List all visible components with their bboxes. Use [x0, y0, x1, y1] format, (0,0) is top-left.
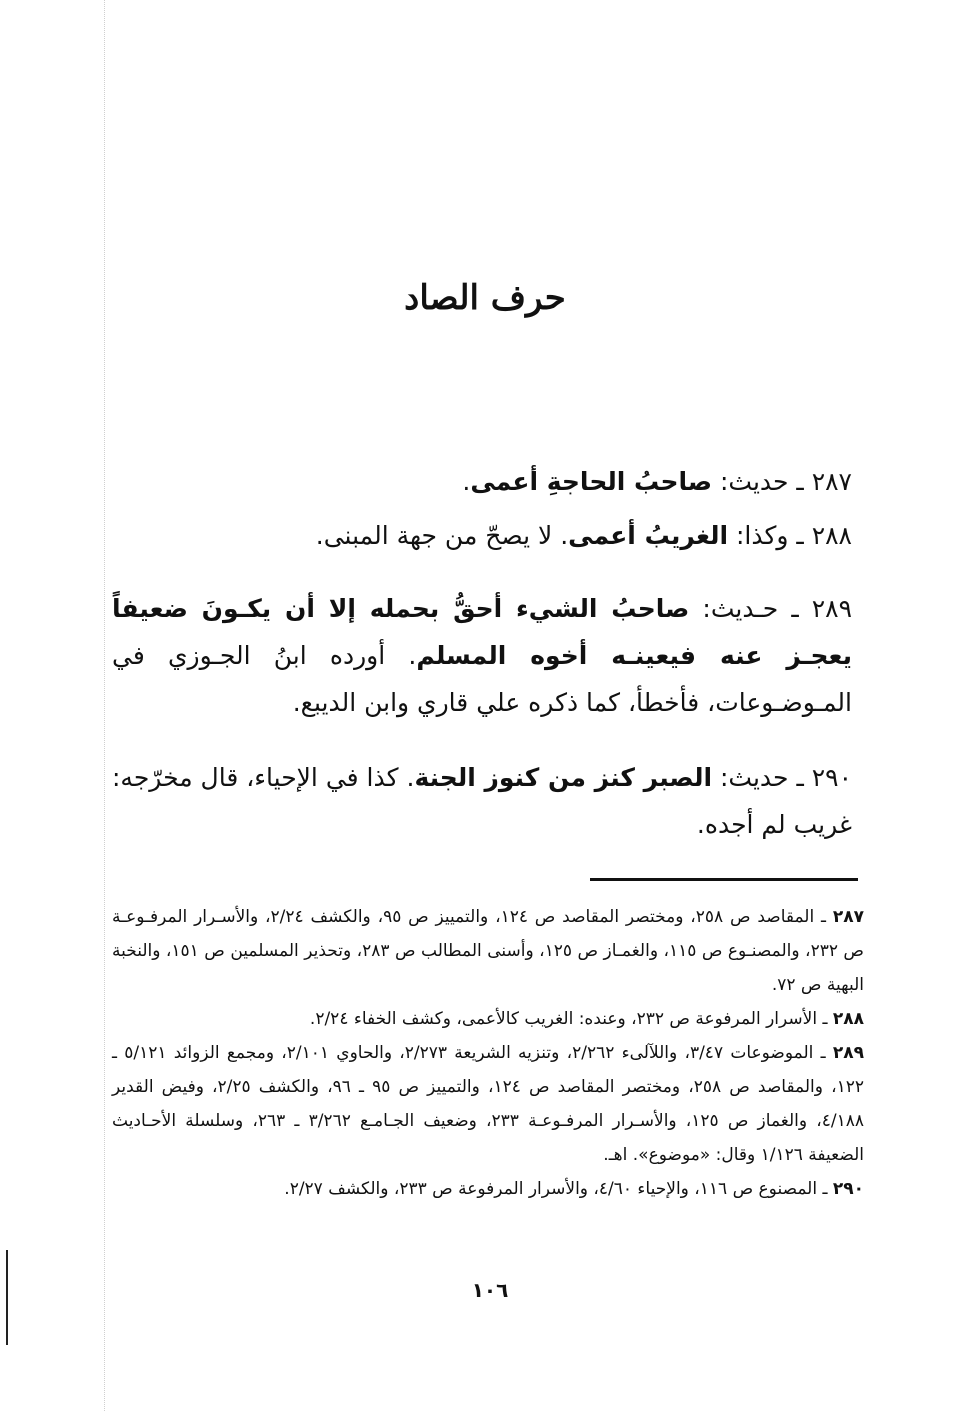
- footnote-text: المقاصد ص ٢٥٨، ومختصر المقاصد ص ١٢٤، والتمييز ص ٩٥، والكشف ٢/٢٤، والأسـرار المرفـوعـة ص ٢٣٢، والمصنـوع ص ١١٥، والغمـاز ص ١٢٥، وأسنى المطالب ص ٢٨٣، وتحذير المسلمين ص ١٥١، والنخبة البهية ص ٧٢.: [112, 907, 864, 995]
- entry-lead: وكذا:: [728, 521, 789, 550]
- entry-comment: . كذا في الإحياء، قال مخرّجه: غريب لم أجده.: [112, 763, 852, 839]
- footnote-288: ٢٨٨ ـ الأسرار المرفوعة ص ٢٣٢، وعنده: الغريب كالأعمى، وكشف الخفاء ٢/٢٤.: [309, 1009, 864, 1029]
- footnote-divider: [590, 878, 858, 881]
- footnote-number: ٢٨٧: [832, 907, 864, 927]
- footnote-287: ٢٨٧ ـ المقاصد ص ٢٥٨، ومختصر المقاصد ص ١٢٤، والتمييز ص ٩٥، والكشف ٢/٢٤، والأسـرار المرفـوعـة ص ٢٣٢، والمصنـوع ص ١١٥، والغمـاز ص ١٢٥، وأسنى المطالب ص ٢٨٣، وتحذير المسلمين ص ١٥١، والنخبة البهية ص ٧٢.: [112, 907, 864, 995]
- entry-comment: . أورده ابنُ الجـوزي في المـوضـوعات، فأخطأ، كما ذكره علي قاري وابن الديبع.: [112, 641, 852, 717]
- entry-number: ٢٨٧: [811, 467, 852, 496]
- entry-lead: حديث:: [712, 467, 789, 496]
- scan-edge-mark: [6, 1250, 8, 1345]
- footnote-289: ٢٨٩ ـ الموضوعات ٣/٤٧، واللآلىء ٢/٢٦٢، وتنزيه الشريعة ٢/٢٧٣، والحاوي ٢/١٠١، ومجمع الزوائد ٥/١٢١ ـ ١٢٢، والمقاصد ص ٢٥٨، ومختصر المقاصد ص ١٢٤، والتمييز ص ٩٥ ـ ٩٦، والكشف ٢/٢٥، وفيض القدير ٤/١٨٨، والغماز ص ١٢٥، والأسـرار المرفـوعـة ٢٣٣، وضعيف الجـامـع ٣/٢٦٢ ـ ٢٦٣، وسلسلة الأحـاديث الضعيفة ١/١٢٦ وقال: «موضوع». اهـ.: [112, 1043, 865, 1165]
- entry-hadith-text: الصبر كنز من كنوز الجنة: [414, 763, 713, 792]
- entry-separator: ـ: [788, 521, 812, 550]
- footnotes: [112, 900, 864, 1206]
- entry-287: [112, 458, 852, 505]
- entry-number: ٢٨٨: [811, 521, 852, 550]
- scan-margin-dots: [104, 0, 105, 1411]
- entry-separator: ـ: [788, 467, 812, 496]
- footnote-text: الموضوعات ٣/٤٧، واللآلىء ٢/٢٦٢، وتنزيه الشريعة ٢/٢٧٣، والحاوي ٢/١٠١، ومجمع الزوائد ٥/١٢١ ـ ١٢٢، والمقاصد ص ٢٥٨، ومختصر المقاصد ص ١٢٤، والتمييز ص ٩٥ ـ ٩٦، والكشف ٢/٢٥، وفيض القدير ٤/١٨٨، والغماز ص ١٢٥، والأسـرار المرفـوعـة ٢٣٣، وضعيف الجـامـع ٣/٢٦٢ ـ ٢٦٣، وسلسلة الأحـاديث الضعيفة ١/١٢٦ وقال: «موضوع». اهـ.: [112, 1043, 864, 1165]
- entry-290: [112, 754, 852, 848]
- footnote-text: الأسرار المرفوعة ص ٢٣٢، وعنده: الغريب كالأعمى، وكشف الخفاء ٢/٢٤.: [309, 1009, 818, 1029]
- entry-number: ٢٨٩: [811, 594, 853, 623]
- footnote-number: ٢٩٠: [832, 1179, 864, 1199]
- footnote-290: ٢٩٠ ـ المصنوع ص ١١٦، والإحياء ٤/٦٠، والأسرار المرفوعة ص ٢٣٣، والكشف ٢/٢٧.: [284, 1179, 864, 1199]
- entry-comment: . لا يصحّ من جهة المبنى.: [315, 521, 569, 550]
- entry-hadith-text: الغريبُ أعمى: [568, 521, 729, 550]
- entry-lead: حديث:: [712, 763, 789, 792]
- entry-separator: ـ: [778, 594, 812, 623]
- chapter-title: حرف الصاد: [404, 278, 566, 318]
- entry-hadith-text: صاحبُ الحاجةِ أعمى: [470, 467, 713, 496]
- entry-289: [112, 585, 852, 726]
- page-number: ١٠٦: [471, 1278, 509, 1302]
- footnote-text: المصنوع ص ١١٦، والإحياء ٤/٦٠، والأسرار المرفوعة ص ٢٣٣، والكشف ٢/٢٧.: [284, 1179, 818, 1199]
- footnote-number: ٢٨٩: [832, 1043, 865, 1063]
- entry-separator: ـ: [788, 763, 812, 792]
- entry-comment: .: [462, 467, 471, 496]
- entry-hadith-text: صاحبُ الشيء أحقُّ بحمله إلا أن يكـونَ ضعيفاً يعجـز عنه فيعينـه أخوه المسلم: [112, 594, 852, 670]
- entry-288: [112, 512, 852, 559]
- entry-number: ٢٩٠: [811, 763, 853, 792]
- entry-lead: حـديث:: [689, 594, 779, 623]
- footnote-number: ٢٨٨: [832, 1009, 864, 1029]
